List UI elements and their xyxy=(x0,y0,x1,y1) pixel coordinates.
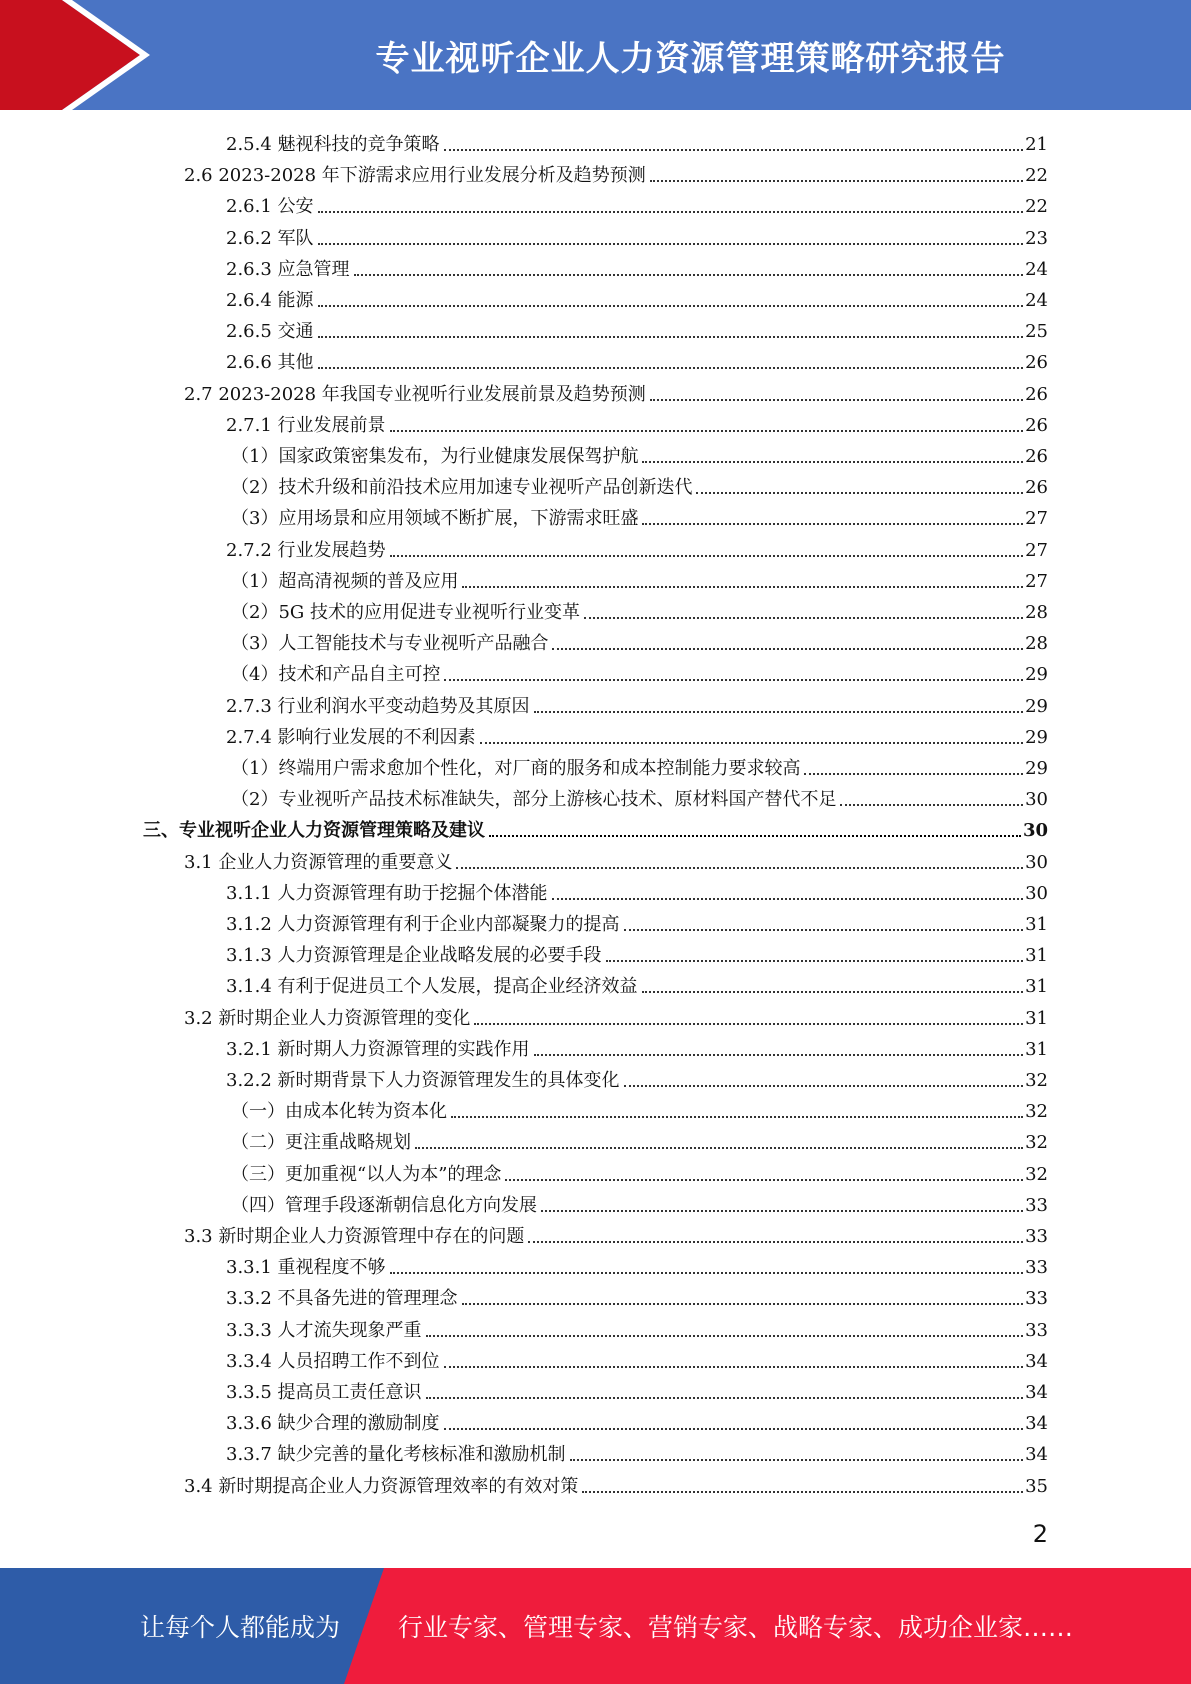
toc-entry[interactable] xyxy=(226,1033,1048,1061)
toc-entry[interactable] xyxy=(231,440,1048,468)
toc-entry[interactable] xyxy=(226,877,1048,905)
toc-entry-label: 2.6.2 军队 xyxy=(226,227,314,249)
toc-entry-label: 3.3.3 人才流失现象严重 xyxy=(226,1319,422,1341)
toc-entry[interactable] xyxy=(226,939,1048,967)
toc-entry-page: 35 xyxy=(1025,1475,1048,1497)
toc-leader-dots xyxy=(582,1491,1023,1493)
toc-entry-label: 3.1.2 人力资源管理有利于企业内部凝聚力的提高 xyxy=(226,914,620,935)
toc-leader-dots xyxy=(552,648,1023,650)
toc-entry-page: 32 xyxy=(1025,1163,1048,1185)
toc-leader-dots xyxy=(570,1459,1024,1461)
toc-leader-dots xyxy=(642,523,1023,525)
toc-entry-page: 22 xyxy=(1025,165,1048,187)
toc-entry-label: 2.6.4 能源 xyxy=(226,290,314,311)
toc-entry[interactable] xyxy=(184,1470,1048,1498)
toc-entry-page: 29 xyxy=(1025,664,1048,686)
toc-entry[interactable] xyxy=(226,1376,1048,1404)
toc-entry-page: 34 xyxy=(1025,1413,1048,1435)
toc-entry-label: （2）专业视听产品技术标准缺失，部分上游核心技术、原材料国产替代不足 xyxy=(231,789,837,811)
toc-leader-dots xyxy=(354,274,1024,276)
toc-leader-dots xyxy=(444,679,1023,681)
toc-entry[interactable] xyxy=(231,783,1048,811)
toc-leader-dots xyxy=(541,1210,1023,1212)
toc-entry-page: 30 xyxy=(1022,820,1048,842)
toc-entry[interactable] xyxy=(231,752,1048,780)
toc-entry-label: 3.2 新时期企业人力资源管理的变化 xyxy=(184,1007,471,1029)
toc-entry-label: （四）管理手段逐渐朝信息化方向发展 xyxy=(231,1194,537,1216)
page-number: 2 xyxy=(1032,1520,1048,1548)
toc-entry-page: 30 xyxy=(1025,882,1048,904)
toc-entry-label: 2.7.1 行业发展前景 xyxy=(226,414,386,436)
toc-entry-label: （2）技术升级和前沿技术应用加速专业视听产品创新迭代 xyxy=(231,477,693,499)
toc-entry-page: 29 xyxy=(1025,695,1048,717)
toc-entry-page: 31 xyxy=(1025,914,1048,935)
toc-leader-dots xyxy=(489,835,1021,837)
toc-entry[interactable] xyxy=(231,565,1048,593)
toc-leader-dots xyxy=(426,1335,1024,1337)
toc-entry-page: 32 xyxy=(1025,1070,1048,1091)
toc-leader-dots xyxy=(804,773,1023,775)
toc-leader-dots xyxy=(642,991,1024,993)
toc-entry[interactable] xyxy=(226,1438,1048,1466)
toc-leader-dots xyxy=(318,336,1024,338)
toc-entry-page: 33 xyxy=(1025,1194,1048,1216)
toc-entry-page: 32 xyxy=(1025,1132,1048,1154)
toc-entry-label: （1）超高清视频的普及应用 xyxy=(231,570,459,592)
toc-entry-page: 33 xyxy=(1025,1226,1048,1247)
toc-entry-label: 3.3.4 人员招聘工作不到位 xyxy=(226,1350,440,1372)
toc-entry-page: 27 xyxy=(1025,508,1048,530)
toc-leader-dots xyxy=(650,180,1023,182)
toc-leader-dots xyxy=(390,430,1024,432)
toc-entry-page: 31 xyxy=(1025,1007,1048,1029)
toc-entry-page: 34 xyxy=(1025,1444,1048,1466)
toc-entry[interactable] xyxy=(184,159,1048,187)
toc-entry-page: 24 xyxy=(1025,258,1048,280)
footer-slogan-right: 行业专家、管理专家、营销专家、战略专家、成功企业家…… xyxy=(398,1613,1074,1642)
toc-entry[interactable] xyxy=(231,627,1048,655)
toc-entry-label: 3.2.2 新时期背景下人力资源管理发生的具体变化 xyxy=(226,1070,620,1091)
toc-leader-dots xyxy=(474,1023,1023,1025)
toc-entry[interactable] xyxy=(184,1220,1048,1248)
toc-entry-page: 31 xyxy=(1025,976,1048,998)
toc-entry-label: 2.6.3 应急管理 xyxy=(226,258,350,280)
toc-entry-page: 26 xyxy=(1025,477,1048,499)
toc-entry[interactable] xyxy=(226,534,1048,562)
toc-entry[interactable] xyxy=(226,1282,1048,1310)
toc-entry[interactable] xyxy=(143,814,1048,842)
toc-entry-page: 31 xyxy=(1025,945,1048,967)
toc-entry-label: （1）终端用户需求愈加个性化，对厂商的服务和成本控制能力要求较高 xyxy=(231,758,801,779)
toc-entry[interactable] xyxy=(226,1251,1048,1279)
toc-entry[interactable] xyxy=(184,378,1048,406)
toc-leader-dots xyxy=(642,461,1023,463)
toc-entry[interactable] xyxy=(226,908,1048,936)
toc-entry-label: 3.1.1 人力资源管理有助于挖掘个体潜能 xyxy=(226,882,548,904)
toc-entry-page: 33 xyxy=(1025,1288,1048,1310)
toc-leader-dots xyxy=(462,586,1023,588)
toc-leader-dots xyxy=(552,898,1024,900)
footer-slogan-left: 让每个人都能成为 xyxy=(140,1613,341,1642)
toc-entry-label: （3）应用场景和应用领域不断扩展，下游需求旺盛 xyxy=(231,508,639,530)
toc-entry[interactable] xyxy=(226,1345,1048,1373)
toc-entry-label: （二）更注重战略规划 xyxy=(231,1132,411,1154)
toc-entry[interactable] xyxy=(226,284,1048,312)
toc-entry-label: 3.1 企业人力资源管理的重要意义 xyxy=(184,851,453,873)
toc-entry-page: 33 xyxy=(1025,1257,1048,1279)
toc-entry-page: 27 xyxy=(1025,539,1048,561)
toc-leader-dots xyxy=(480,742,1024,744)
toc-entry-page: 29 xyxy=(1025,726,1048,748)
toc-entry-page: 26 xyxy=(1025,352,1048,374)
toc-entry[interactable] xyxy=(184,846,1048,874)
toc-entry-label: 三、专业视听企业人力资源管理策略及建议 xyxy=(143,820,485,842)
toc-leader-dots xyxy=(390,555,1024,557)
toc-leader-dots xyxy=(426,1397,1024,1399)
toc-entry[interactable] xyxy=(226,721,1048,749)
toc-leader-dots xyxy=(462,1303,1024,1305)
toc-entry-page: 26 xyxy=(1025,446,1048,467)
toc-entry-label: 3.3.7 缺少完善的量化考核标准和激励机制 xyxy=(226,1444,566,1466)
toc-leader-dots xyxy=(534,1054,1024,1056)
toc-entry-page: 33 xyxy=(1025,1319,1048,1341)
toc-entry[interactable] xyxy=(226,1314,1048,1342)
toc-entry[interactable] xyxy=(184,1002,1048,1030)
toc-entry-label: 3.3.5 提高员工责任意识 xyxy=(226,1382,422,1403)
toc-entry-label: （3）人工智能技术与专业视听产品融合 xyxy=(231,633,549,655)
toc-entry[interactable] xyxy=(231,1158,1048,1186)
toc-entry[interactable] xyxy=(231,596,1048,624)
toc-entry[interactable] xyxy=(231,1189,1048,1217)
toc-entry-label: 2.6 2023-2028 年下游需求应用行业发展分析及趋势预测 xyxy=(184,165,646,187)
toc-entry-label: 3.3 新时期企业人力资源管理中存在的问题 xyxy=(184,1226,525,1247)
toc-entry[interactable] xyxy=(231,658,1048,686)
toc-entry[interactable] xyxy=(226,190,1048,218)
toc-entry-label: （一）由成本化转为资本化 xyxy=(231,1101,447,1123)
toc-entry[interactable] xyxy=(226,1064,1048,1092)
toc-entry-label: 3.4 新时期提高企业人力资源管理效率的有效对策 xyxy=(184,1475,579,1497)
toc-entry-label: 2.7.3 行业利润水平变动趋势及其原因 xyxy=(226,695,530,717)
toc-entry-page: 34 xyxy=(1025,1382,1048,1403)
toc-entry-page: 26 xyxy=(1025,383,1048,405)
toc-entry-page: 30 xyxy=(1025,789,1048,811)
toc-entry-label: （4）技术和产品自主可控 xyxy=(231,664,441,686)
toc-entry-page: 23 xyxy=(1025,227,1048,249)
toc-leader-dots xyxy=(444,1428,1024,1430)
toc-entry-page: 30 xyxy=(1025,851,1048,873)
toc-leader-dots xyxy=(390,1272,1024,1274)
toc-entry-label: 3.1.4 有利于促进员工个人发展，提高企业经济效益 xyxy=(226,976,638,998)
toc-entry[interactable] xyxy=(226,222,1048,250)
toc-leader-dots xyxy=(318,367,1024,369)
toc-leader-dots xyxy=(606,960,1024,962)
toc-entry[interactable] xyxy=(231,502,1048,530)
toc-entry[interactable] xyxy=(226,253,1048,281)
toc-entry-label: 3.3.1 重视程度不够 xyxy=(226,1257,386,1279)
toc-leader-dots xyxy=(624,929,1024,931)
toc-entry-label: 2.6.5 交通 xyxy=(226,321,314,343)
toc-leader-dots xyxy=(444,149,1024,151)
report-title: 专业视听企业人力资源管理策略研究报告 xyxy=(375,38,1006,79)
toc-entry-label: 2.7.4 影响行业发展的不利因素 xyxy=(226,726,476,748)
toc-entry-label: 3.3.6 缺少合理的激励制度 xyxy=(226,1413,440,1435)
toc-entry-page: 25 xyxy=(1025,321,1048,343)
toc-leader-dots xyxy=(318,305,1024,307)
toc-entry-label: 3.1.3 人力资源管理是企业战略发展的必要手段 xyxy=(226,945,602,967)
toc-leader-dots xyxy=(318,243,1024,245)
toc-entry-label: 2.6.1 公安 xyxy=(226,196,314,218)
toc-entry-page: 28 xyxy=(1025,602,1048,623)
toc-entry-page: 21 xyxy=(1025,134,1048,155)
toc-entry-page: 31 xyxy=(1025,1038,1048,1060)
toc-entry-label: 3.3.2 不具备先进的管理理念 xyxy=(226,1288,458,1310)
toc-entry-label: 3.2.1 新时期人力资源管理的实践作用 xyxy=(226,1038,530,1060)
toc-entry[interactable] xyxy=(226,1407,1048,1435)
toc-leader-dots xyxy=(528,1241,1023,1243)
toc-entry-page: 34 xyxy=(1025,1350,1048,1372)
toc-entry-label: 2.5.4 魅视科技的竞争策略 xyxy=(226,134,440,155)
toc-leader-dots xyxy=(505,1179,1023,1181)
toc-entry-page: 22 xyxy=(1025,196,1048,218)
toc-entry-label: （2）5G 技术的应用促进专业视听行业变革 xyxy=(231,602,581,623)
toc-entry[interactable] xyxy=(226,970,1048,998)
toc-entry[interactable] xyxy=(231,1126,1048,1154)
toc-entry-label: 2.7.2 行业发展趋势 xyxy=(226,539,386,561)
toc-entry-page: 26 xyxy=(1025,414,1048,436)
toc-leader-dots xyxy=(650,399,1023,401)
toc-leader-dots xyxy=(584,617,1023,619)
toc-leader-dots xyxy=(318,211,1024,213)
toc-entry[interactable] xyxy=(226,128,1048,156)
toc-entry-label: 2.6.6 其他 xyxy=(226,352,314,374)
toc-leader-dots xyxy=(624,1085,1024,1087)
toc-entry-label: （三）更加重视“以人为本”的理念 xyxy=(231,1163,502,1185)
toc-entry[interactable] xyxy=(226,346,1048,374)
toc-leader-dots xyxy=(534,711,1024,713)
toc-entry-page: 24 xyxy=(1025,290,1048,311)
toc-entry[interactable] xyxy=(226,315,1048,343)
footer-banner xyxy=(0,1568,1191,1684)
toc-leader-dots xyxy=(840,804,1023,806)
toc-leader-dots xyxy=(444,1366,1024,1368)
toc-entry-page: 32 xyxy=(1025,1101,1048,1123)
toc-leader-dots xyxy=(456,867,1023,869)
toc-entry[interactable] xyxy=(226,409,1048,437)
toc-entry[interactable] xyxy=(231,1095,1048,1123)
toc-entry[interactable] xyxy=(231,471,1048,499)
toc-entry-label: （1）国家政策密集发布，为行业健康发展保驾护航 xyxy=(231,446,639,467)
toc-leader-dots xyxy=(415,1147,1023,1149)
header-banner xyxy=(0,0,1191,110)
toc-entry-page: 27 xyxy=(1025,570,1048,592)
toc-leader-dots xyxy=(451,1116,1023,1118)
toc-entry-page: 29 xyxy=(1025,758,1048,779)
toc-leader-dots xyxy=(696,492,1023,494)
toc-entry-label: 2.7 2023-2028 年我国专业视听行业发展前景及趋势预测 xyxy=(184,383,646,405)
toc-entry[interactable] xyxy=(226,690,1048,718)
toc-entry-page: 28 xyxy=(1025,633,1048,655)
